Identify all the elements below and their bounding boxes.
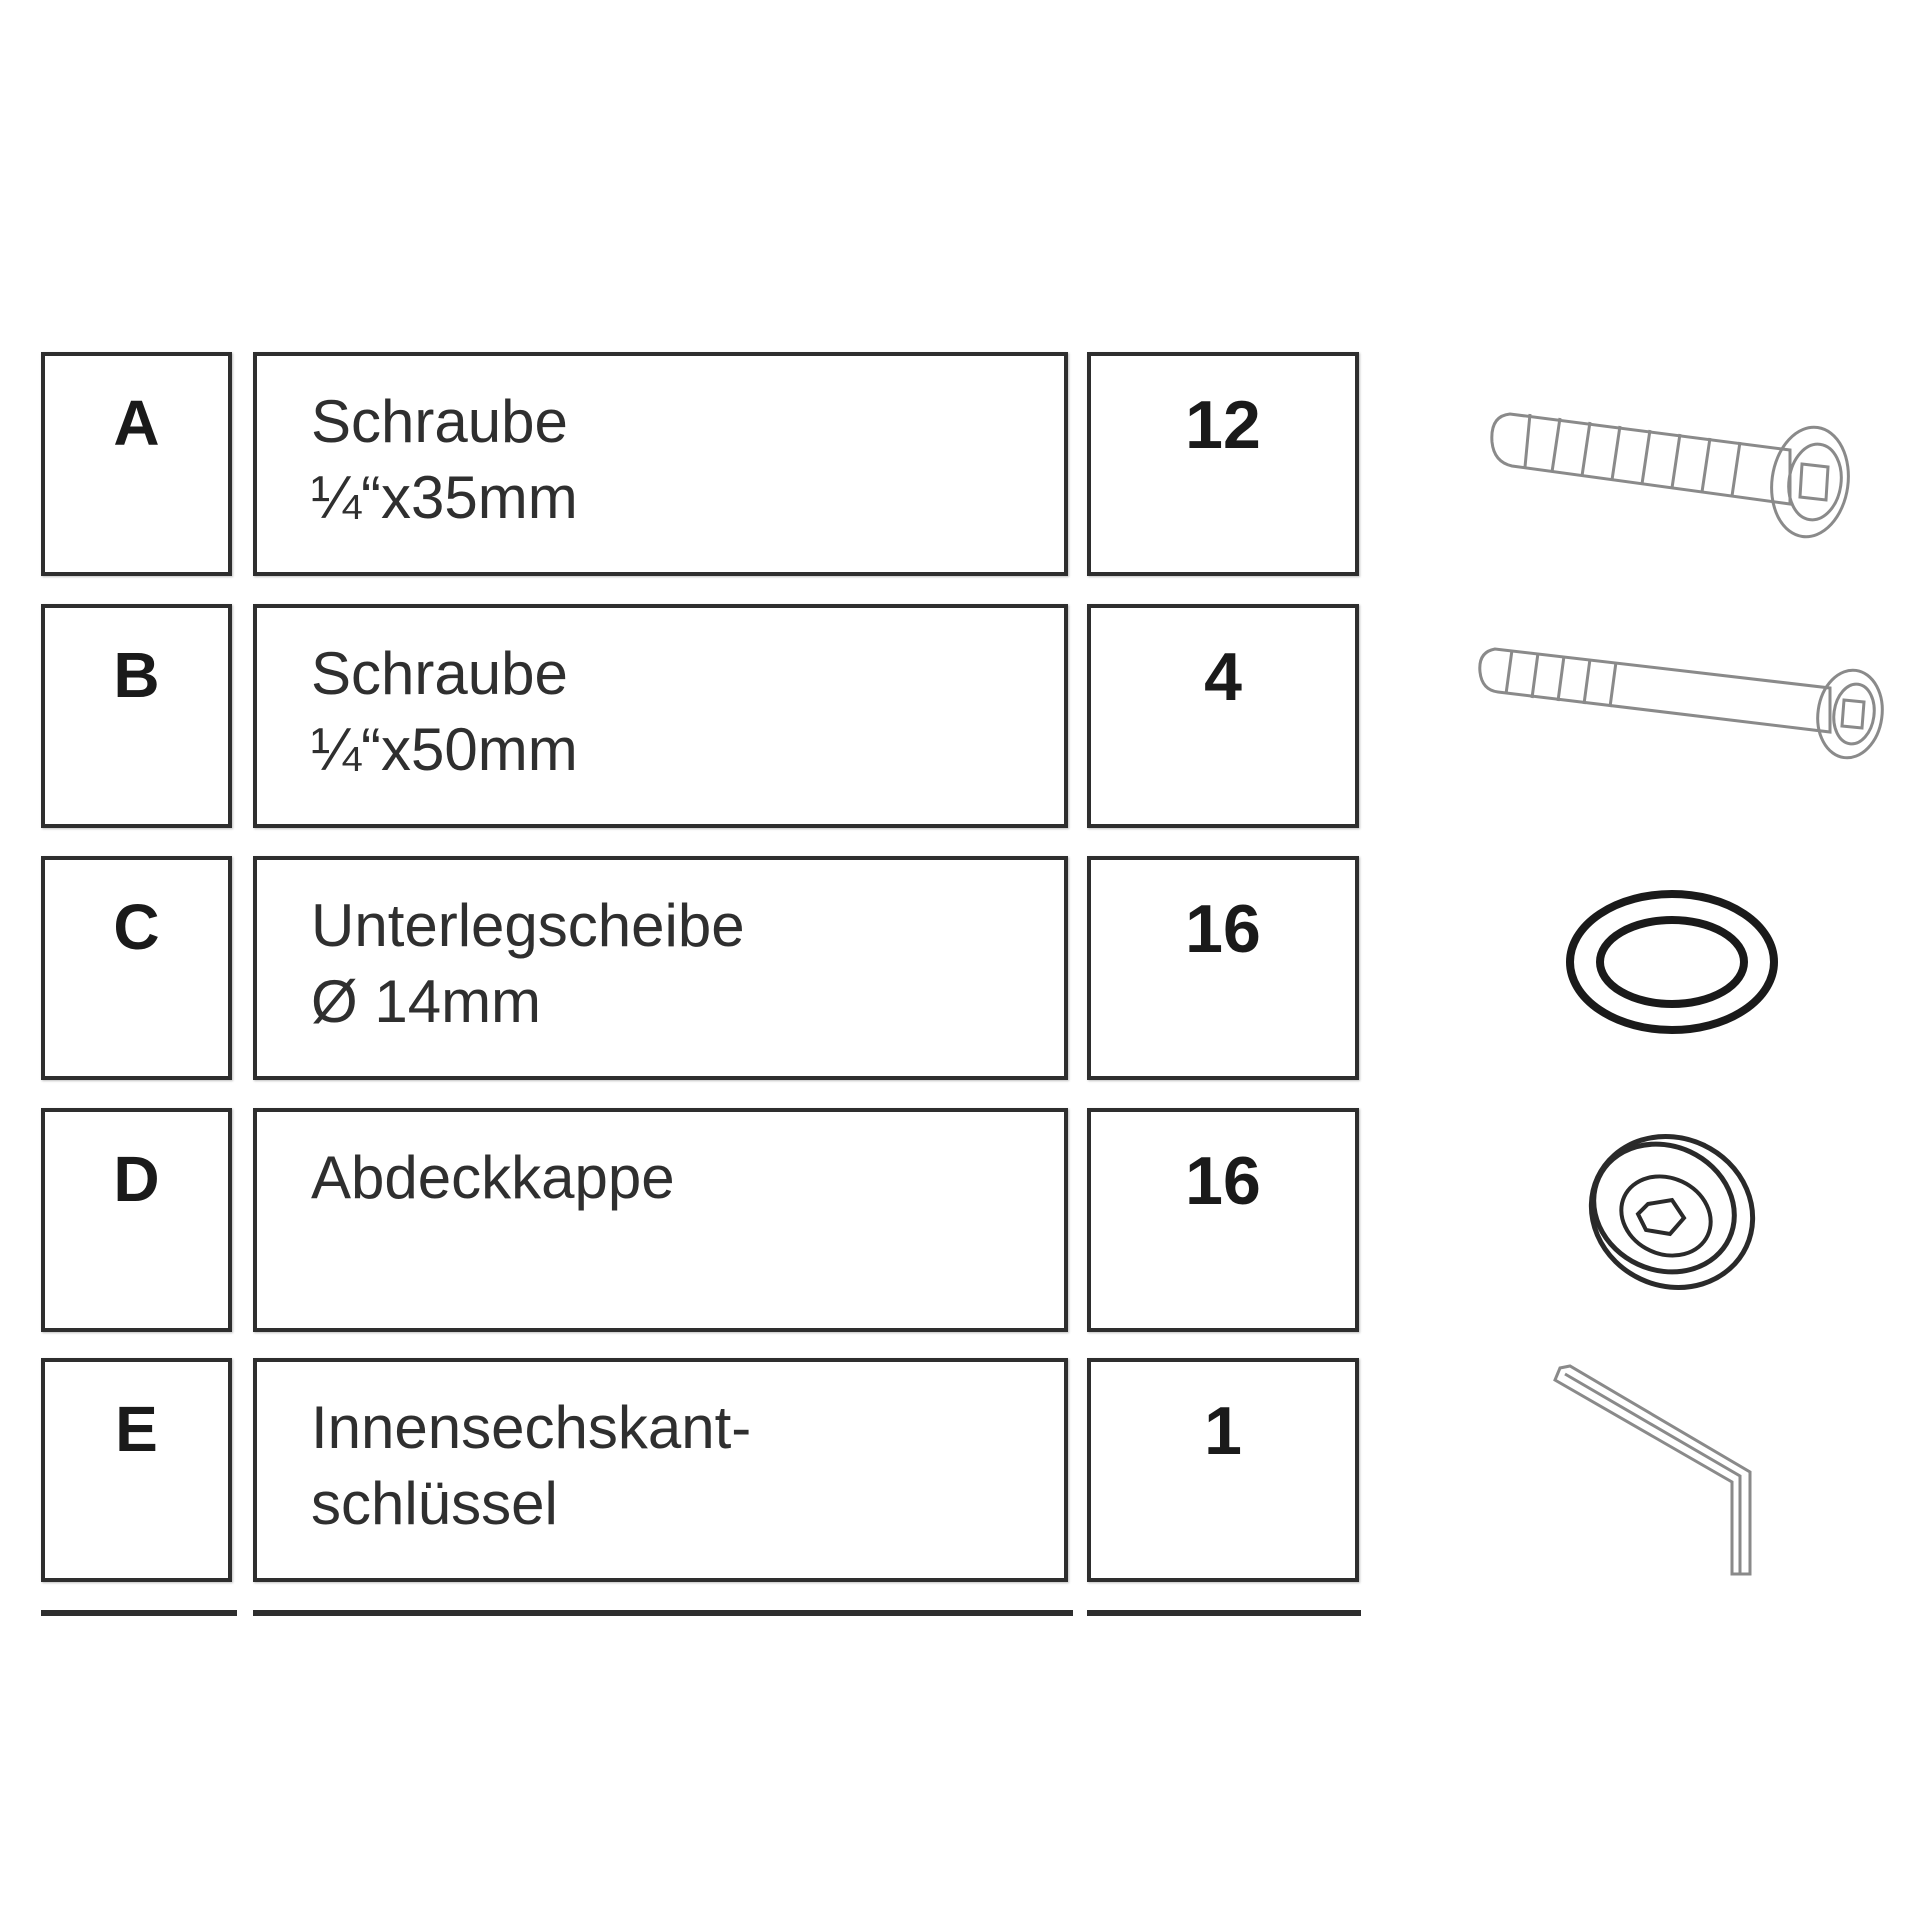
cover-cap-icon (1440, 1108, 1920, 1332)
hex-key-icon (1440, 1358, 1920, 1582)
part-spec: schlüssel (311, 1470, 558, 1537)
table-row (0, 352, 1920, 576)
part-quantity-cell (1087, 1358, 1359, 1582)
part-description (311, 1390, 751, 1542)
part-letter: C (113, 891, 160, 963)
part-spec: Ø 14mm (311, 968, 542, 1035)
part-quantity: 12 (1185, 387, 1261, 463)
part-letter: D (113, 1143, 160, 1215)
table-row (0, 1358, 1920, 1582)
part-letter-cell (41, 1108, 232, 1332)
part-quantity-cell (1087, 352, 1359, 576)
part-quantity: 4 (1204, 639, 1242, 715)
screw-long-icon (1440, 604, 1920, 828)
part-letter: B (113, 639, 160, 711)
part-letter: E (115, 1393, 158, 1465)
table-row (0, 856, 1920, 1080)
part-letter: A (113, 387, 160, 459)
part-quantity-cell (1087, 1108, 1359, 1332)
part-quantity: 16 (1185, 891, 1261, 967)
part-name: Innensechskant- (311, 1394, 752, 1461)
table-row (0, 604, 1920, 828)
part-name: Abdeckkappe (311, 1144, 675, 1211)
part-quantity: 16 (1185, 1143, 1261, 1219)
part-description-cell (253, 1108, 1068, 1332)
part-spec: ¼“x35mm (311, 464, 578, 531)
part-spec: ¼“x50mm (311, 716, 578, 783)
part-letter-cell (41, 856, 232, 1080)
table-row-partial-border (1087, 1610, 1361, 1616)
part-description (311, 1140, 675, 1216)
part-description (311, 888, 745, 1040)
part-quantity-cell (1087, 604, 1359, 828)
part-name: Unterlegscheibe (311, 892, 745, 959)
part-description-cell (253, 352, 1068, 576)
part-letter-cell (41, 352, 232, 576)
part-quantity: 1 (1204, 1393, 1242, 1469)
part-description-cell (253, 1358, 1068, 1582)
part-description (311, 636, 578, 788)
table-row (0, 1108, 1920, 1332)
screw-short-icon (1440, 352, 1920, 576)
part-name: Schraube (311, 640, 568, 707)
part-description-cell (253, 856, 1068, 1080)
table-row-partial-border (41, 1610, 237, 1616)
washer-icon (1440, 856, 1920, 1080)
part-description-cell (253, 604, 1068, 828)
part-description (311, 384, 578, 536)
part-letter-cell (41, 604, 232, 828)
table-row-partial-border (253, 1610, 1073, 1616)
part-quantity-cell (1087, 856, 1359, 1080)
part-letter-cell (41, 1358, 232, 1582)
part-name: Schraube (311, 388, 568, 455)
